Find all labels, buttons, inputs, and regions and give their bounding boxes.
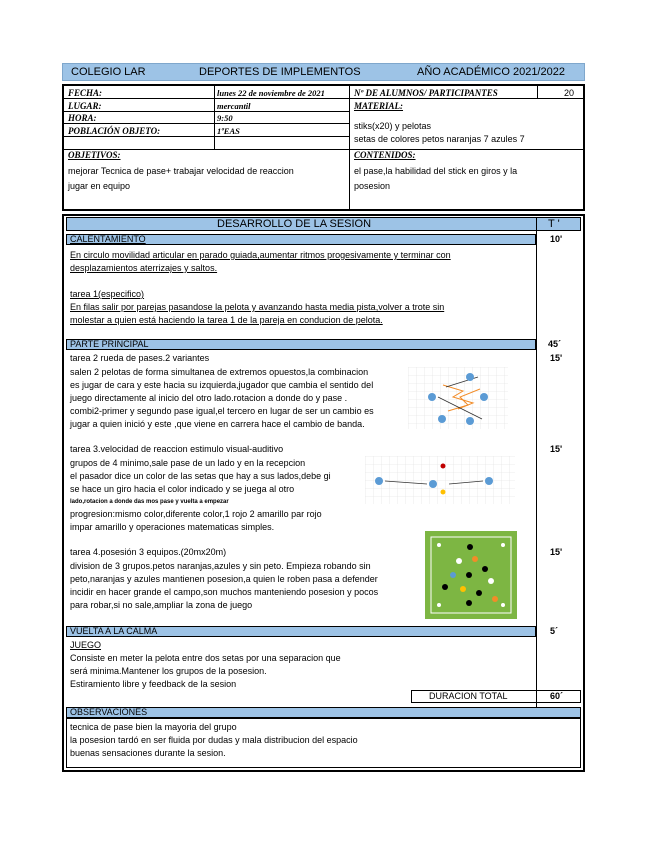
material-line-1: stiks(x20) y pelotas xyxy=(354,121,432,131)
contenidos-line-1: el pase,la habilidad del stick en giros y la xyxy=(354,166,518,176)
desarrollo-title: DESARROLLO DE LA SESION xyxy=(217,218,372,230)
material-line-2: setas de colores petos naranjas 7 azules 7 xyxy=(354,134,525,144)
tarea3-line-2: grupos de 4 minimo,sale pase de un lado y en la recepcion xyxy=(70,458,306,468)
objetivos-line-1: mejorar Tecnica de pase+ trabajar velocidad de reaccion xyxy=(68,166,294,176)
material-label: MATERIAL: xyxy=(354,101,404,111)
tarea1-title: tarea 1(especifico) xyxy=(70,289,145,299)
subject-title: DEPORTES DE IMPLEMENTOS xyxy=(199,66,361,78)
tarea4-time: 15' xyxy=(550,547,563,557)
tarea4-line-4: incidir en hacer grande el campo,son muchos manteniendo posesion y pocos xyxy=(70,587,379,597)
tarea2-line-1: tarea 2 rueda de pases.2 variantes xyxy=(70,353,210,363)
objetivos-label: OBJETIVOS: xyxy=(68,150,121,160)
header-bar xyxy=(62,63,585,81)
vuelta-line-1: Consiste en meter la pelota entre dos setas por una separacion que xyxy=(70,653,341,663)
observaciones-line-1: tecnica de pase bien la mayoria del grupo xyxy=(70,722,237,732)
principal-label: PARTE PRINCIPAL xyxy=(70,339,149,349)
duracion-label: DURACION TOTAL xyxy=(429,691,508,701)
calentamiento-time: 10' xyxy=(550,234,563,244)
fecha-value: lunes 22 de noviembre de 2021 xyxy=(217,88,325,98)
tarea4-line-2: division de 3 grupos.petos naranjas,azules y sin peto. Empieza robando sin xyxy=(70,561,371,571)
tarea2-line-4: juego directamente al inicio del otro lado.rotacion a donde do y pase . xyxy=(70,393,348,403)
tarea3-line-6: impar amarillo y operaciones matematicas simples. xyxy=(70,522,275,532)
principal-time: 45´ xyxy=(548,339,562,349)
juego-label: JUEGO xyxy=(70,640,102,650)
tarea2-line-3: es jugar de cara y este hacia su izquierda,jugador que cambia el sentido del xyxy=(70,380,374,390)
vuelta-line-2: será minima.Mantener los grupos de la posesion. xyxy=(70,666,267,676)
duracion-value: 60´ xyxy=(550,691,564,701)
tarea4-line-5: para robar,si no sale,ampliar la zona de juego xyxy=(70,600,253,610)
tarea3-line-5: progresion:mismo color,diferente color,1 rojo 2 amarillo par rojo xyxy=(70,509,322,519)
vuelta-time: 5´ xyxy=(550,626,559,636)
fecha-label: FECHA: xyxy=(68,88,103,98)
calentamiento-line-2: desplazamientos aterrizajes y saltos. xyxy=(70,263,218,273)
poblacion-value: 1ºEAS xyxy=(217,126,240,136)
tarea3-line-1: tarea 3.velocidad de reaccion estimulo visual-auditivo xyxy=(70,444,284,454)
academic-year: AÑO ACADÉMICO 2021/2022 xyxy=(417,66,565,78)
lugar-label: LUGAR: xyxy=(68,101,102,111)
tarea2-line-2: salen 2 pelotas de forma simultanea de extremos opuestos,la combinacion xyxy=(70,367,369,377)
school-name: COLEGIO LAR xyxy=(71,66,146,78)
hora-value: 9:50 xyxy=(217,113,233,123)
tarea3-small-line: lado,rotacion a donde das mos pase y vuelta a empezar xyxy=(70,499,229,505)
contenidos-line-2: posesion xyxy=(354,181,391,191)
contenidos-label: CONTENIDOS: xyxy=(354,150,416,160)
time-column-label: T ' xyxy=(548,218,560,230)
tarea2-time: 15' xyxy=(550,353,563,363)
tarea4-field-diagram xyxy=(425,531,517,619)
tarea2-line-6: jugar a quien inició y este ,que viene en carrera hace el cambio de banda. xyxy=(70,419,365,429)
alumnos-label: Nº DE ALUMNOS/ PARTICIPANTES xyxy=(354,88,498,98)
observaciones-label: OBSERVACIONES xyxy=(70,707,148,717)
tarea3-time: 15' xyxy=(550,444,563,454)
tarea3-line-4: se hace un giro hacia el color indicado y se juega al otro xyxy=(70,484,295,494)
hora-label: HORA: xyxy=(68,113,97,123)
tarea1-line-2: molestar a quien está haciendo la tarea 1 de la pareja en conducion de pelota. xyxy=(70,315,383,325)
tarea2-line-5: combi2-primer y segundo pase igual,el tercero en lugar de ser un cambio es xyxy=(70,406,374,416)
tarea4-line-3: peto,naranjas y azules mantienen posesion,a quien le roben pasa a defender xyxy=(70,574,378,584)
info-section xyxy=(62,84,585,211)
tarea4-line-1: tarea 4.posesión 3 equipos.(20mx20m) xyxy=(70,547,227,557)
tarea3-diagram xyxy=(365,456,515,504)
tarea3-line-3: el pasador dice un color de las setas que hay a sus lados,debe gi xyxy=(70,471,331,481)
calentamiento-line-1: En circulo movilidad articular en parado guiada,aumentar ritmos progesivamente y terminar con xyxy=(70,250,451,260)
vuelta-line-3: Estiramiento libre y feedback de la sesion xyxy=(70,679,237,689)
calentamiento-label: CALENTAMIENTO xyxy=(70,234,146,244)
objetivos-line-2: jugar en equipo xyxy=(68,181,131,191)
alumnos-value: 20 xyxy=(564,88,575,98)
lugar-value: mercantil xyxy=(217,101,251,111)
observaciones-line-3: buenas sensaciones durante la sesion. xyxy=(70,748,226,758)
poblacion-label: POBLACIÓN OBJETO: xyxy=(68,126,161,136)
observaciones-line-2: la posesion tardó en ser fluida por dudas y mala distribucion del espacio xyxy=(70,735,358,745)
tarea2-diagram xyxy=(408,367,508,429)
vuelta-label: VUELTA A LA CALMA xyxy=(70,626,158,636)
tarea1-line-1: En filas salir por parejas pasandose la pelota y avanzando hasta media pista,volver a trote sin xyxy=(70,302,445,312)
